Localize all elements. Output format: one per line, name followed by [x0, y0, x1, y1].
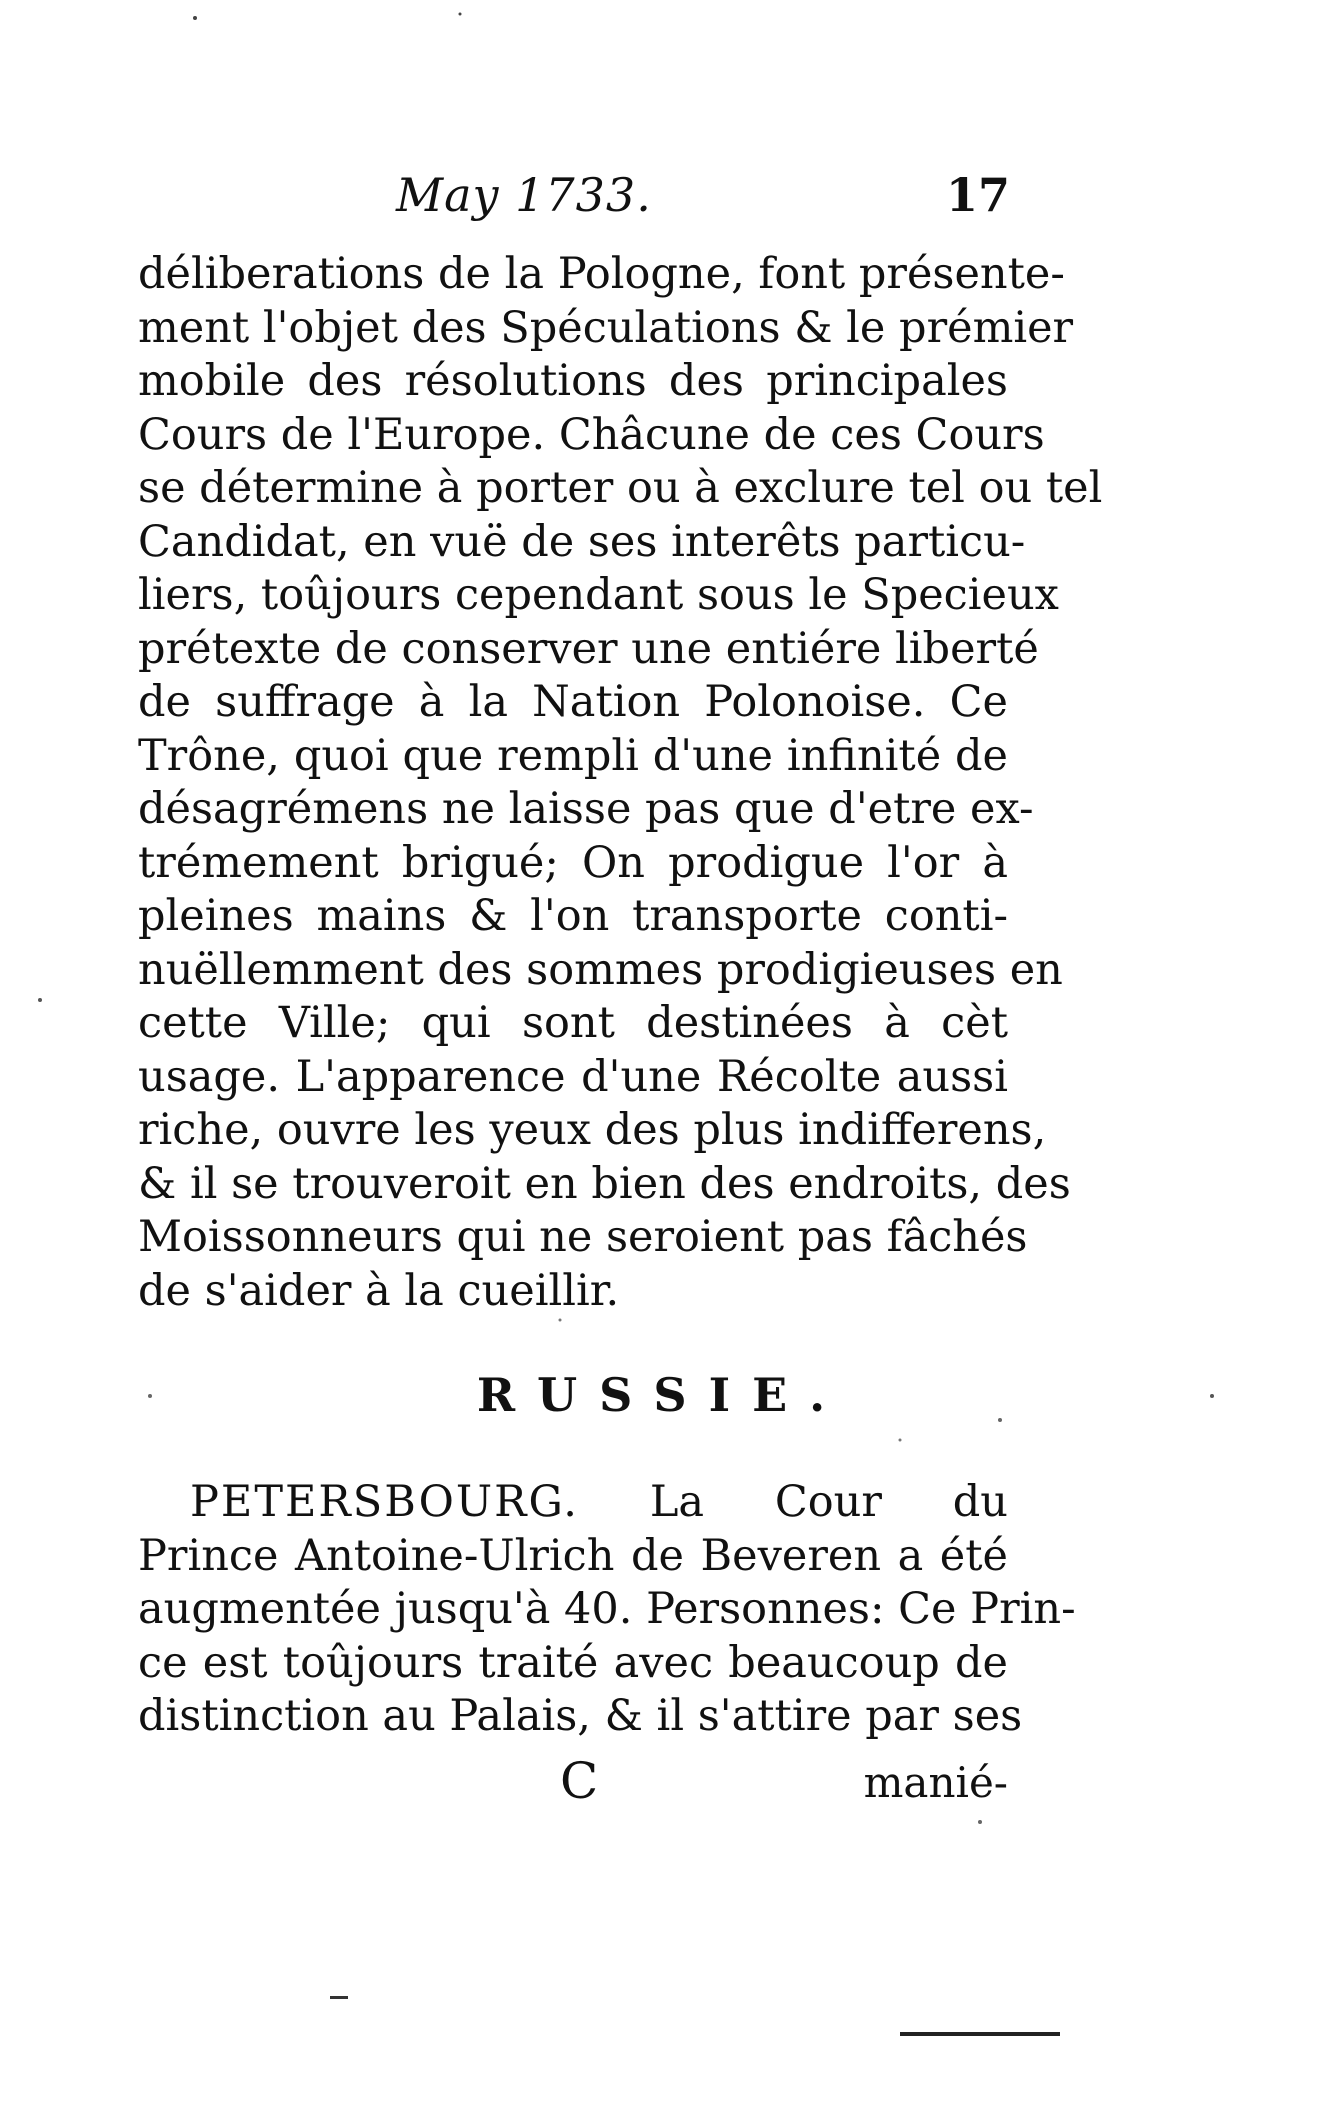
text-fragment: La Cour du [649, 1477, 1008, 1527]
text-line: liers, toûjours cependant sous le Specieux [138, 570, 1059, 620]
text-line: de s'aider à la cueillir. [138, 1265, 620, 1316]
text-line: déliberations de la Pologne, font présente- [138, 249, 1065, 299]
text-line: Moissonneurs qui ne seroient pas fâchés [138, 1212, 1028, 1262]
text-line: ment l'objet des Spéculations & le prémier [138, 302, 1074, 353]
text-line: nuëllemment des sommes prodigieuses en [138, 944, 1063, 995]
text-line: trémement brigué; On prodigue l'or à [138, 837, 1008, 888]
text-line: ce est toûjours traité avec beaucoup de [138, 1637, 1008, 1688]
text-line: se détermine à porter ou à exclure tel ou tel [138, 463, 1103, 513]
text-line: mobile des résolutions des principales [138, 356, 1008, 406]
catchword: manié- [863, 1758, 1008, 1807]
text-line: Trône, quoi que rempli d'une infinité de [138, 730, 1008, 781]
text-line: pleines mains & l'on transporte conti- [138, 891, 1008, 941]
text-line: distinction au Palais, & il s'attire par ses [138, 1691, 1023, 1741]
text-line: de suffrage à la Nation Polonoise. Ce [138, 677, 1008, 727]
text-line: riche, ouvre les yeux des plus indifferens, [138, 1105, 1047, 1155]
text-line: cette Ville; qui sont destinées à cèt [138, 998, 1008, 1048]
text-line: usage. L'apparence d'une Récolte aussi [138, 1051, 1008, 1102]
page-number: 17 [945, 168, 1010, 222]
text-line: Cours de l'Europe. Châcune de ces Cours [138, 409, 1045, 460]
section-heading: RUSSIE. [476, 1368, 848, 1422]
running-title: May 1733. [396, 168, 652, 222]
text-line: prétexte de conserver une entiére liberté [138, 623, 1039, 674]
signature-mark: C [560, 1752, 599, 1810]
text-line: Candidat, en vuë de ses interêts particu- [138, 516, 1026, 567]
dateline-place: PETERSBOURG. [190, 1477, 579, 1527]
text-line: augmentée jusqu'à 40. Personnes: Ce Prin- [138, 1584, 1076, 1634]
text-line: & il se trouveroit en bien des endroits, des [138, 1158, 1071, 1209]
text-line: Prince Antoine-Ulrich de Beveren a été [138, 1530, 1008, 1581]
text-line: désagrémens ne laisse pas que d'etre ex- [138, 784, 1034, 834]
